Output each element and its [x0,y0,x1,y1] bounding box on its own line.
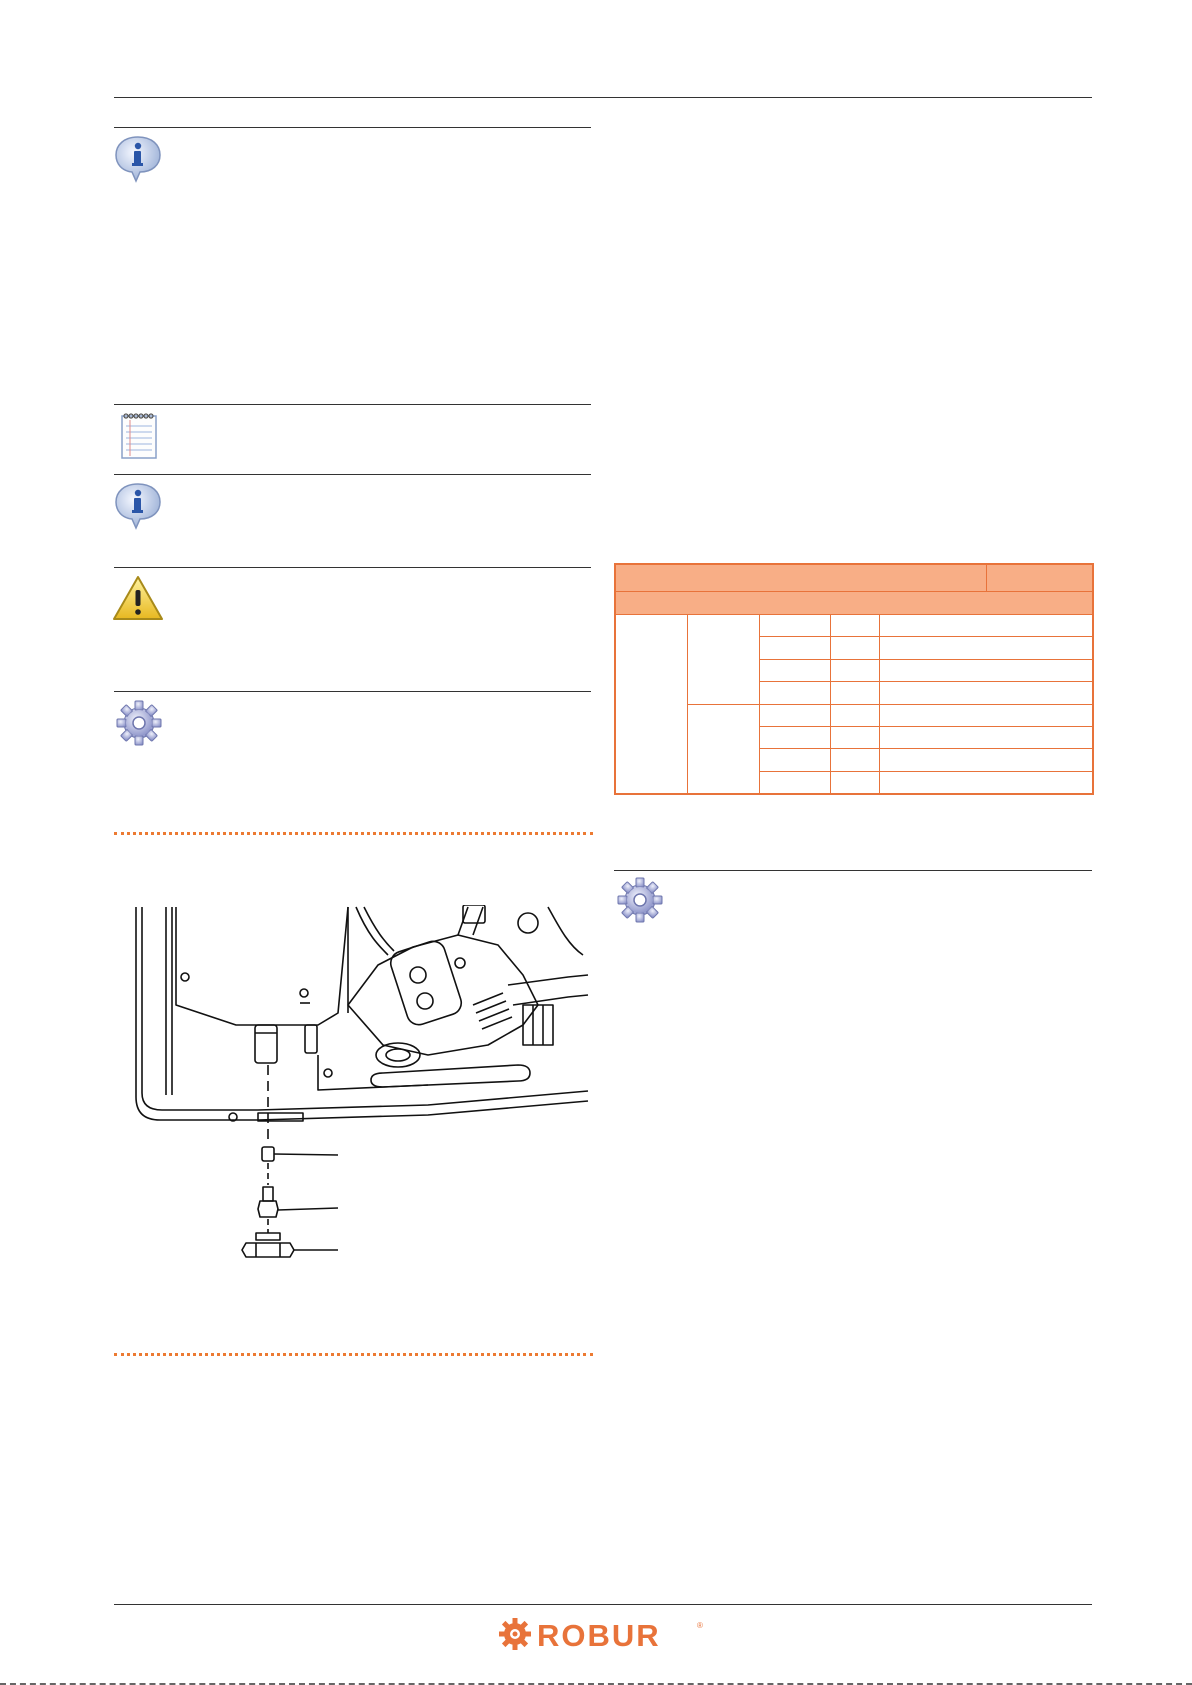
note-rule-right [614,870,1092,871]
info-icon [112,133,164,185]
table-header-row [615,564,1093,592]
gas-valve-nozzle-drawing [128,905,592,1275]
footer-rule [114,1604,1092,1605]
table-cell [879,704,1093,726]
table-cell [759,682,830,704]
note-rule-2 [114,404,591,405]
gear-icon [113,697,165,749]
table-cell [830,727,879,749]
info-icon [112,480,164,532]
table-cell [879,659,1093,681]
table-cell [830,659,879,681]
header-rule [114,97,1092,98]
table-header-cell [615,564,986,592]
table-cell [615,614,687,794]
table-cell [830,682,879,704]
table-cell [759,771,830,794]
table-subheader-cell [615,592,1093,614]
table-cell [759,637,830,659]
gear-icon [614,874,666,926]
svg-text:®: ® [697,1621,703,1630]
table-header-cell [986,564,1093,592]
table-cell [830,614,879,636]
logo-text: ROBUR [537,1618,661,1652]
table-cell [759,749,830,771]
table-cell [759,704,830,726]
table-cell [879,727,1093,749]
table-cell [879,682,1093,704]
robur-logo [497,1616,707,1652]
table-cell [879,614,1093,636]
warning-icon [112,573,164,625]
table-subheader-row [615,592,1093,614]
gas-data-table [614,563,1094,795]
table-cell [830,771,879,794]
note-rule-3 [114,474,591,475]
note-rule-5 [114,691,591,692]
table-cell [830,637,879,659]
table-cell [879,771,1093,794]
table-cell [830,704,879,726]
table-cell [759,614,830,636]
note-rule-4 [114,567,591,568]
table-cell [759,659,830,681]
notepad-icon [114,410,166,462]
table-cell [687,704,759,794]
figure-separator-top [114,832,593,835]
note-rule-1 [114,127,591,128]
table-cell [879,637,1093,659]
table-row [615,614,1093,636]
figure-separator-bottom [114,1353,593,1356]
table-row [615,704,1093,726]
table-cell [687,614,759,704]
table-cell [879,749,1093,771]
table-cell [759,727,830,749]
table-cell [830,749,879,771]
